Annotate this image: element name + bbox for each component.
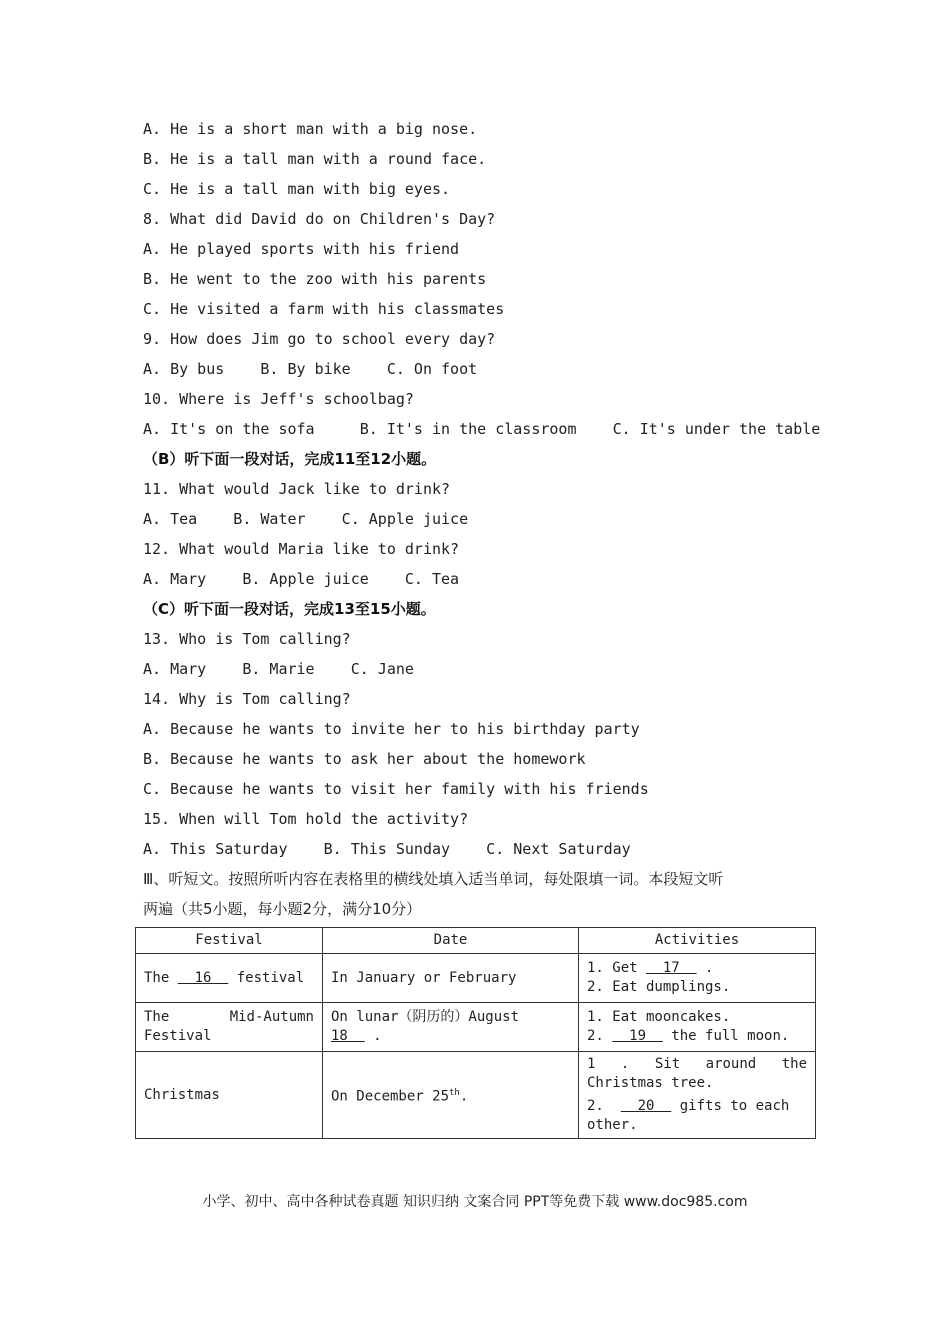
table-row xyxy=(136,1003,816,1052)
cell-activities xyxy=(579,1052,816,1139)
blank-19: 19 xyxy=(612,1028,663,1044)
table-row xyxy=(136,954,816,1003)
cell-text: . xyxy=(459,1088,469,1105)
question-15: 15. When will Tom hold the activity? xyxy=(143,810,469,828)
cell-date: In January or February xyxy=(323,954,579,1003)
activity-line xyxy=(587,959,807,978)
header-activities: Activities xyxy=(579,928,816,954)
option-8b: B. He went to the zoo with his parents xyxy=(143,270,487,288)
options-12: A. Mary B. Apple juice C. Tea xyxy=(143,570,460,588)
question-14: 14. Why is Tom calling? xyxy=(143,690,351,708)
page-footer: 小学、初中、高中各种试卷真题 知识归纳 文案合同 PPT等免费下载 www.doc985.com xyxy=(202,1194,748,1210)
options-11: A. Tea B. Water C. Apple juice xyxy=(143,510,469,528)
option-14b: B. Because he wants to ask her about the homework xyxy=(143,750,586,768)
question-11: 11. What would Jack like to drink? xyxy=(143,480,451,498)
option-14c: C. Because he wants to visit her family with his friends xyxy=(143,780,649,798)
festival-table xyxy=(135,927,816,1139)
blank-18: 18 xyxy=(331,1028,365,1044)
cell-text: 2. xyxy=(587,1098,621,1114)
blank-20: 20 xyxy=(620,1098,672,1114)
table-row xyxy=(136,1052,816,1139)
cell-activities xyxy=(579,1003,816,1052)
option-7b: B. He is a tall man with a round face. xyxy=(143,150,487,168)
header-festival: Festival xyxy=(136,928,323,954)
cell-text: the full moon. xyxy=(662,1028,790,1044)
options-13: A. Mary B. Marie C. Jane xyxy=(143,660,414,678)
cell-text: gifts to each other. xyxy=(587,1098,790,1133)
section-3-instructions-cont: 两遍（共5小题，每小题2分，满分10分） xyxy=(143,900,422,918)
section-3-instructions: Ⅲ、听短文。按照所听内容在表格里的横线处填入适当单词，每处限填一词。本段短文听 xyxy=(143,870,724,888)
question-13: 13. Who is Tom calling? xyxy=(143,630,351,648)
option-8a: A. He played sports with his friend xyxy=(143,240,460,258)
cell-text: 2. xyxy=(587,1028,613,1044)
cell-text: 1. Get xyxy=(587,960,647,976)
options-15: A. This Saturday B. This Sunday C. Next Saturday xyxy=(143,840,631,858)
cell-text: On December 25 xyxy=(331,1088,450,1105)
option-7c: C. He is a tall man with big eyes. xyxy=(143,180,451,198)
activity-line: 2. Eat dumplings. xyxy=(587,979,731,995)
header-date: Date xyxy=(323,928,579,954)
options-10: A. It's on the sofa B. It's in the classroom C. It's under the table xyxy=(143,420,821,438)
question-8: 8. What did David do on Children's Day? xyxy=(143,210,496,228)
option-14a: A. Because he wants to invite her to his birthday party xyxy=(143,720,640,738)
cell-festival xyxy=(136,954,323,1003)
table-header-row xyxy=(136,928,816,954)
cell-date xyxy=(323,1003,579,1052)
cell-text: . xyxy=(696,960,714,976)
options-9: A. By bus B. By bike C. On foot xyxy=(143,360,478,378)
cell-festival: Christmas xyxy=(136,1052,323,1139)
blank-16: 16 xyxy=(177,969,229,986)
superscript: th xyxy=(449,1087,460,1098)
cell-text: festival xyxy=(228,969,305,986)
activity-line xyxy=(587,1097,807,1135)
question-9: 9. How does Jim go to school every day? xyxy=(143,330,496,348)
blank-17: 17 xyxy=(646,960,697,976)
section-b-heading: （B）听下面一段对话，完成11至12小题。 xyxy=(143,450,437,468)
cell-activities xyxy=(579,954,816,1003)
activity-line xyxy=(587,1027,807,1046)
option-8c: C. He visited a farm with his classmates xyxy=(143,300,505,318)
section-c-heading: （C）听下面一段对话，完成13至15小题。 xyxy=(143,600,436,618)
question-12: 12. What would Maria like to drink? xyxy=(143,540,460,558)
cell-text: The xyxy=(144,969,178,986)
cell-text: On lunar（阴历的）August xyxy=(331,1009,520,1025)
cell-text: . xyxy=(364,1028,382,1044)
cell-date xyxy=(323,1052,579,1139)
activity-line: 1 . Sit around the Christmas tree. xyxy=(587,1056,807,1091)
option-7a: A. He is a short man with a big nose. xyxy=(143,120,478,138)
activity-line: 1. Eat mooncakes. xyxy=(587,1009,731,1025)
cell-festival: The Mid-Autumn Festival xyxy=(136,1003,323,1052)
question-10: 10. Where is Jeff's schoolbag? xyxy=(143,390,414,408)
